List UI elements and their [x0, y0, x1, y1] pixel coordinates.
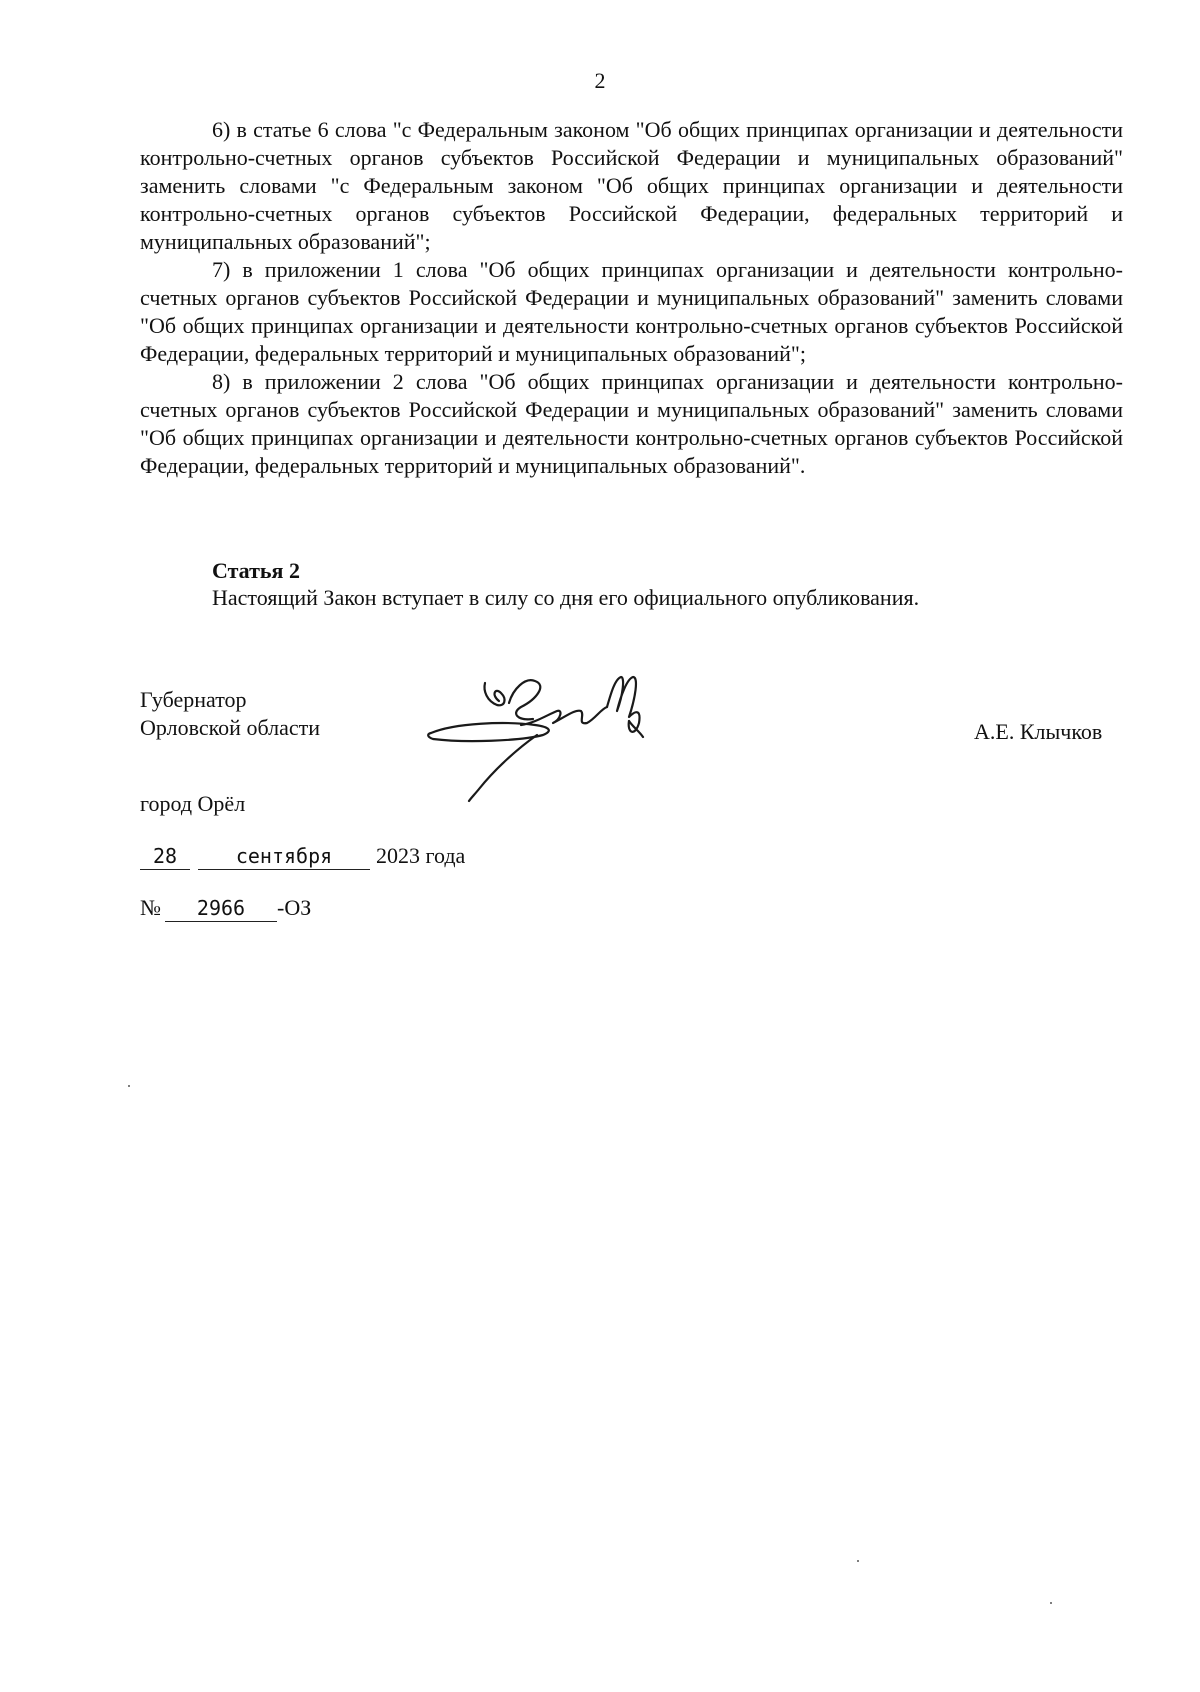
date-month: сентября	[198, 843, 370, 870]
signing-city: город Орёл	[140, 791, 246, 816]
number-prefix: №	[140, 895, 161, 920]
page-number: 2	[594, 68, 606, 93]
amendment-item-7: 7) в приложении 1 слова "Об общих принципах организации и деятельности контрольно-счетных органов субъектов Российской Федерации и муниципальных образований" заменить словами "Об общих принципах организации и деятельности контрольно-счетных органов субъектов Российской Федерации, федеральных территорий и муниципальных образований";	[140, 257, 1123, 366]
signing-date	[140, 842, 465, 870]
signatory-title-line-1: Губернатор	[140, 687, 247, 712]
law-registration-number	[140, 894, 311, 922]
amendment-item-6: 6) в статье 6 слова "с Федеральным законом "Об общих принципах организации и деятельности контрольно-счетных органов субъектов Российской Федерации и муниципальных образований" заменить словами "с Федеральным законом "Об общих принципах организации и деятельности контрольно-счетных органов субъектов Российской Федерации, федеральных территорий и муниципальных образований";	[140, 117, 1123, 254]
article-2-text: Настоящий Закон вступает в силу со дня его официального опубликования.	[212, 585, 920, 610]
scan-speck	[1050, 1602, 1052, 1604]
amendment-list	[140, 116, 1123, 480]
article-2-title: Статья 2	[212, 558, 300, 583]
signatory-title-line-2: Орловской области	[140, 715, 320, 740]
amendment-item-8: 8) в приложении 2 слова "Об общих принципах организации и деятельности контрольно-счетных органов субъектов Российской Федерации и муниципальных образований" заменить словами "Об общих принципах организации и деятельности контрольно-счетных органов субъектов Российской Федерации, федеральных территорий и муниципальных образований".	[140, 369, 1123, 478]
signatory-name: А.Е. Клычков	[974, 719, 1103, 744]
number-value: 2966	[165, 895, 277, 922]
scan-speck	[857, 1560, 859, 1562]
number-suffix: -ОЗ	[277, 895, 312, 920]
date-year: 2023 года	[376, 843, 466, 868]
signatory-title	[140, 686, 320, 742]
date-day: 28	[140, 843, 190, 870]
handwritten-signature	[425, 665, 675, 805]
scan-speck	[128, 1085, 130, 1087]
